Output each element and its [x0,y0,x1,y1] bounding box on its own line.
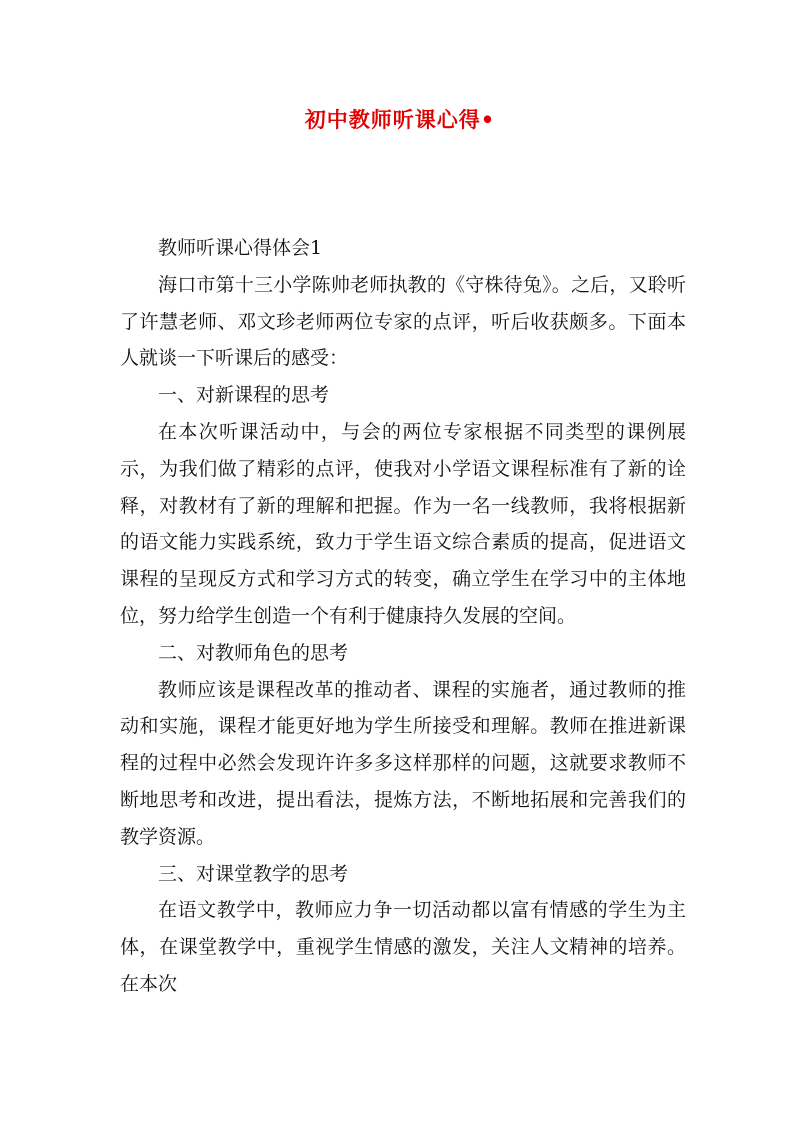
paragraph: 教师应该是课程改革的推动者、课程的实施者，通过教师的推动和实施，课程才能更好地为学生所接受和理解。教师在推进新课程的过程中必然会发现许许多多这样那样的问题，这就要求教师不断地思考和改进，提出看法，提炼方法，不断地拓展和完善我们的教学资源。 [120,678,686,848]
section-heading: 教师听课心得体会1 [158,237,323,259]
paragraph: 在语文教学中，教师应力争一切活动都以富有情感的学生为主体，在课堂教学中，重视学生情感的激发，关注人文精神的培养。在本次 [120,899,686,995]
section-heading: 三、对课堂教学的思考 [158,862,349,885]
section-heading: 一、对新课程的思考 [158,384,330,407]
paragraph: 海口市第十三小学陈帅老师执教的《守株待兔》。之后，又聆听了许慧老师、邓文珍老师两位专家的点评，听后收获颇多。下面本人就谈一下听课后的感受： [120,273,686,370]
paragraph: 在本次听课活动中，与会的两位专家根据不同类型的课例展示，为我们做了精彩的点评，使我对小学语文课程标准有了新的诠释，对教材有了新的理解和把握。作为一名一线教师，我将根据新的语文能力实践系统，致力于学生语文综合素质的提高，促进语文课程的呈现反方式和学习方式的转变，确立学生在学习中的主体地位，努力给学生创造一个有利于健康持久发展的空间。 [120,420,686,627]
document-title: 初中教师听课心得• [304,107,496,132]
document-body [120,230,686,1003]
section-heading: 二、对教师角色的思考 [158,641,349,664]
